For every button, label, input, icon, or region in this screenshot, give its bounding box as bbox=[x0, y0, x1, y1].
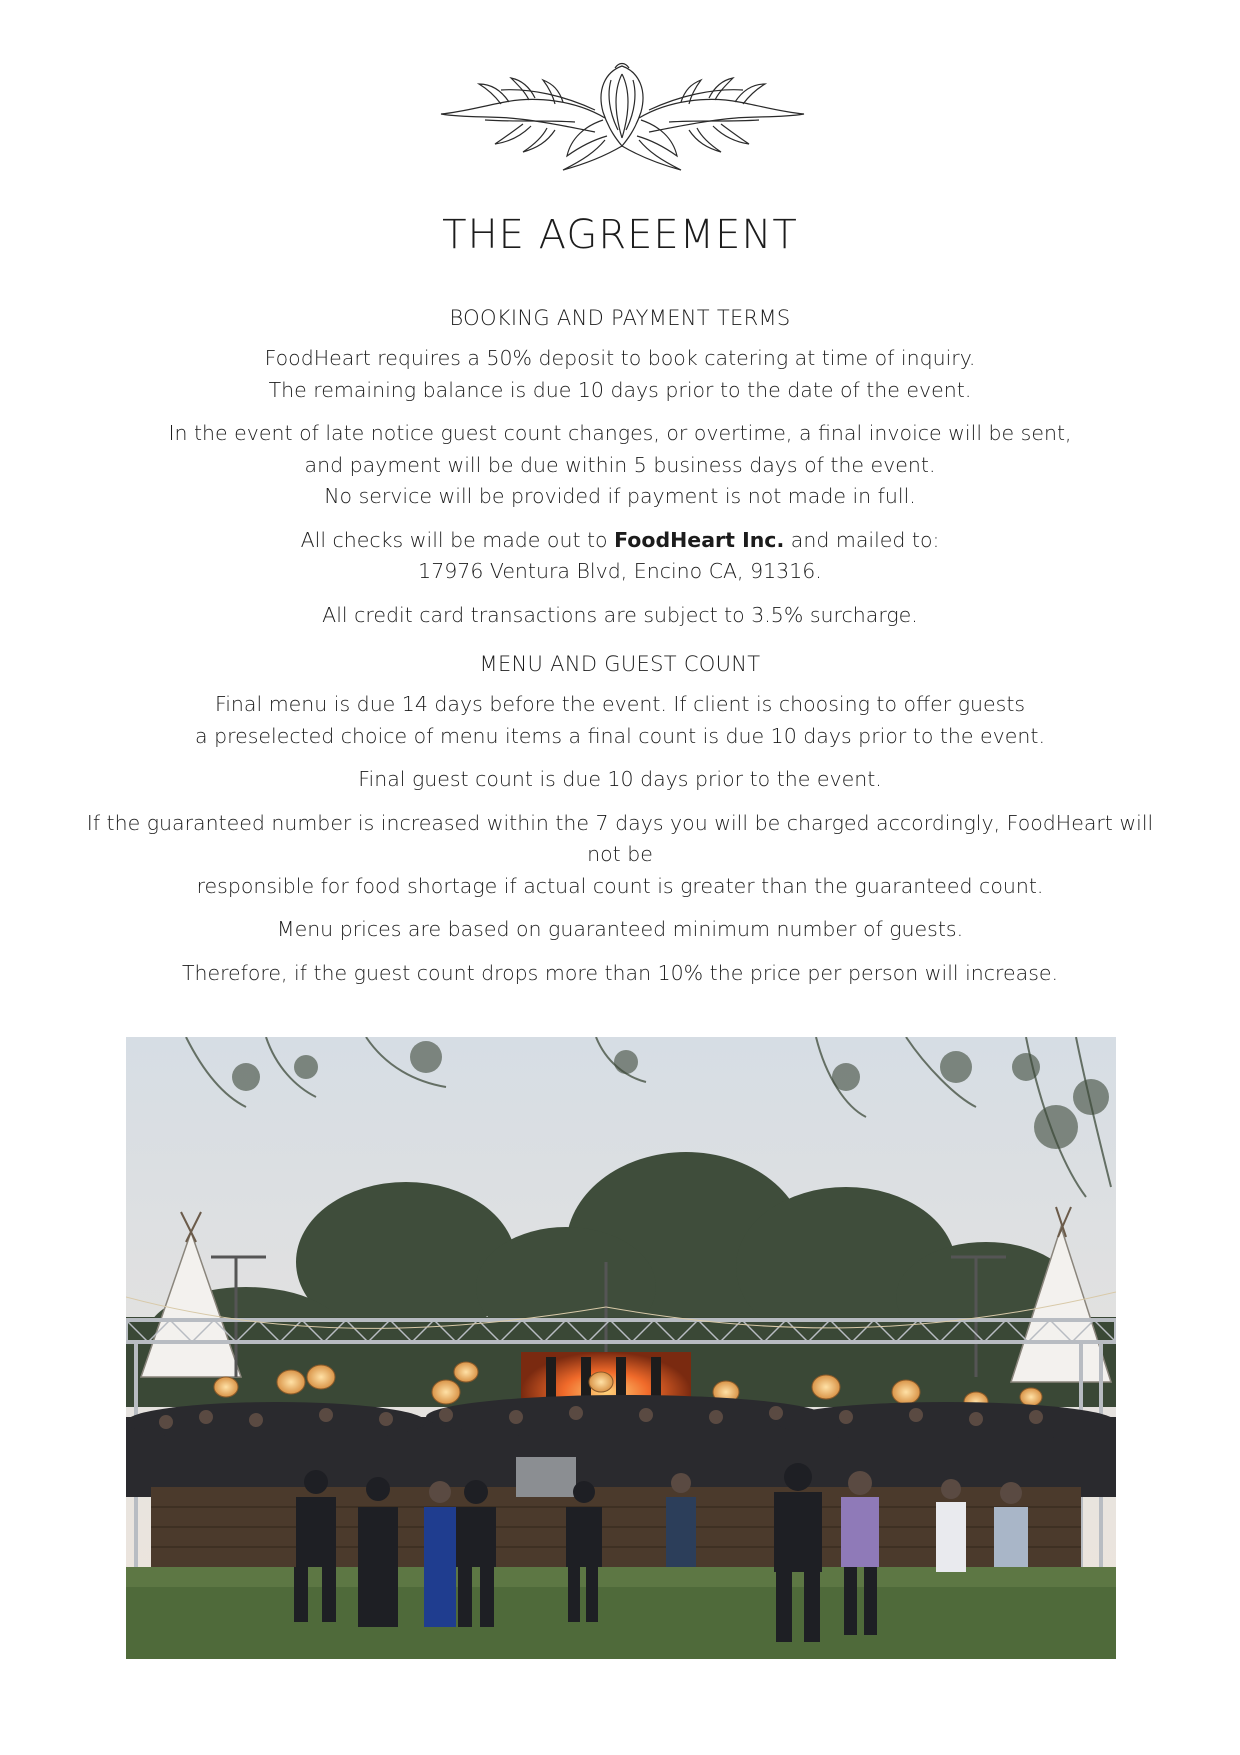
guest-count-paragraph: Final guest count is due 10 days prior to the event. bbox=[358, 767, 882, 791]
checks-paragraph bbox=[70, 525, 1170, 588]
agreement-content bbox=[70, 303, 1170, 1001]
guaranteed-number-paragraph bbox=[70, 808, 1170, 903]
booking-heading: BOOKING AND PAYMENT TERMS bbox=[449, 306, 791, 330]
event-photo bbox=[126, 1037, 1116, 1659]
surcharge-paragraph: All credit card transactions are subject to 3.5% surcharge. bbox=[322, 602, 918, 627]
deposit-paragraph bbox=[70, 343, 1170, 406]
mailing-address: 17976 Ventura Blvd, Encino CA, 91316. bbox=[418, 559, 822, 583]
checks-prefix: All checks will be made out to bbox=[300, 527, 615, 552]
paragraph-line: The remaining balance is due 10 days prior to the date of the event. bbox=[268, 377, 972, 402]
final-invoice-paragraph bbox=[70, 418, 1170, 513]
menu-heading: MENU AND GUEST COUNT bbox=[479, 652, 761, 676]
paragraph-line: Final menu is due 14 days before the event. If client is choosing to offer guests bbox=[214, 692, 1026, 716]
floral-ornament-icon bbox=[435, 60, 810, 180]
final-menu-paragraph bbox=[70, 689, 1170, 752]
paragraph-line: No service will be provided if payment is not made in full. bbox=[324, 484, 916, 508]
paragraph-line: responsible for food shortage if actual count is greater than the guaranteed count. bbox=[196, 873, 1044, 898]
paragraph-line: In the event of late notice guest count changes, or overtime, a final invoice will be sent, bbox=[168, 421, 1072, 445]
checks-suffix: and mailed to: bbox=[784, 527, 940, 552]
page-title: THE AGREEMENT bbox=[442, 212, 798, 258]
company-name: FoodHeart Inc. bbox=[614, 527, 785, 552]
menu-prices-paragraph: Menu prices are based on guaranteed minimum number of guests. bbox=[276, 917, 964, 941]
paragraph-line bbox=[70, 525, 1170, 557]
paragraph-line: If the guaranteed number is increased within the 7 days you will be charged accordingly, FoodHeart will not be bbox=[86, 810, 1154, 866]
price-increase-paragraph: Therefore, if the guest count drops more than 10% the price per person will increase. bbox=[181, 960, 1059, 985]
paragraph-line: a preselected choice of menu items a final count is due 10 days prior to the event. bbox=[195, 723, 1045, 748]
paragraph-line: and payment will be due within 5 business days of the event. bbox=[304, 452, 936, 477]
paragraph-line: FoodHeart requires a 50% deposit to book catering at time of inquiry. bbox=[264, 346, 976, 370]
